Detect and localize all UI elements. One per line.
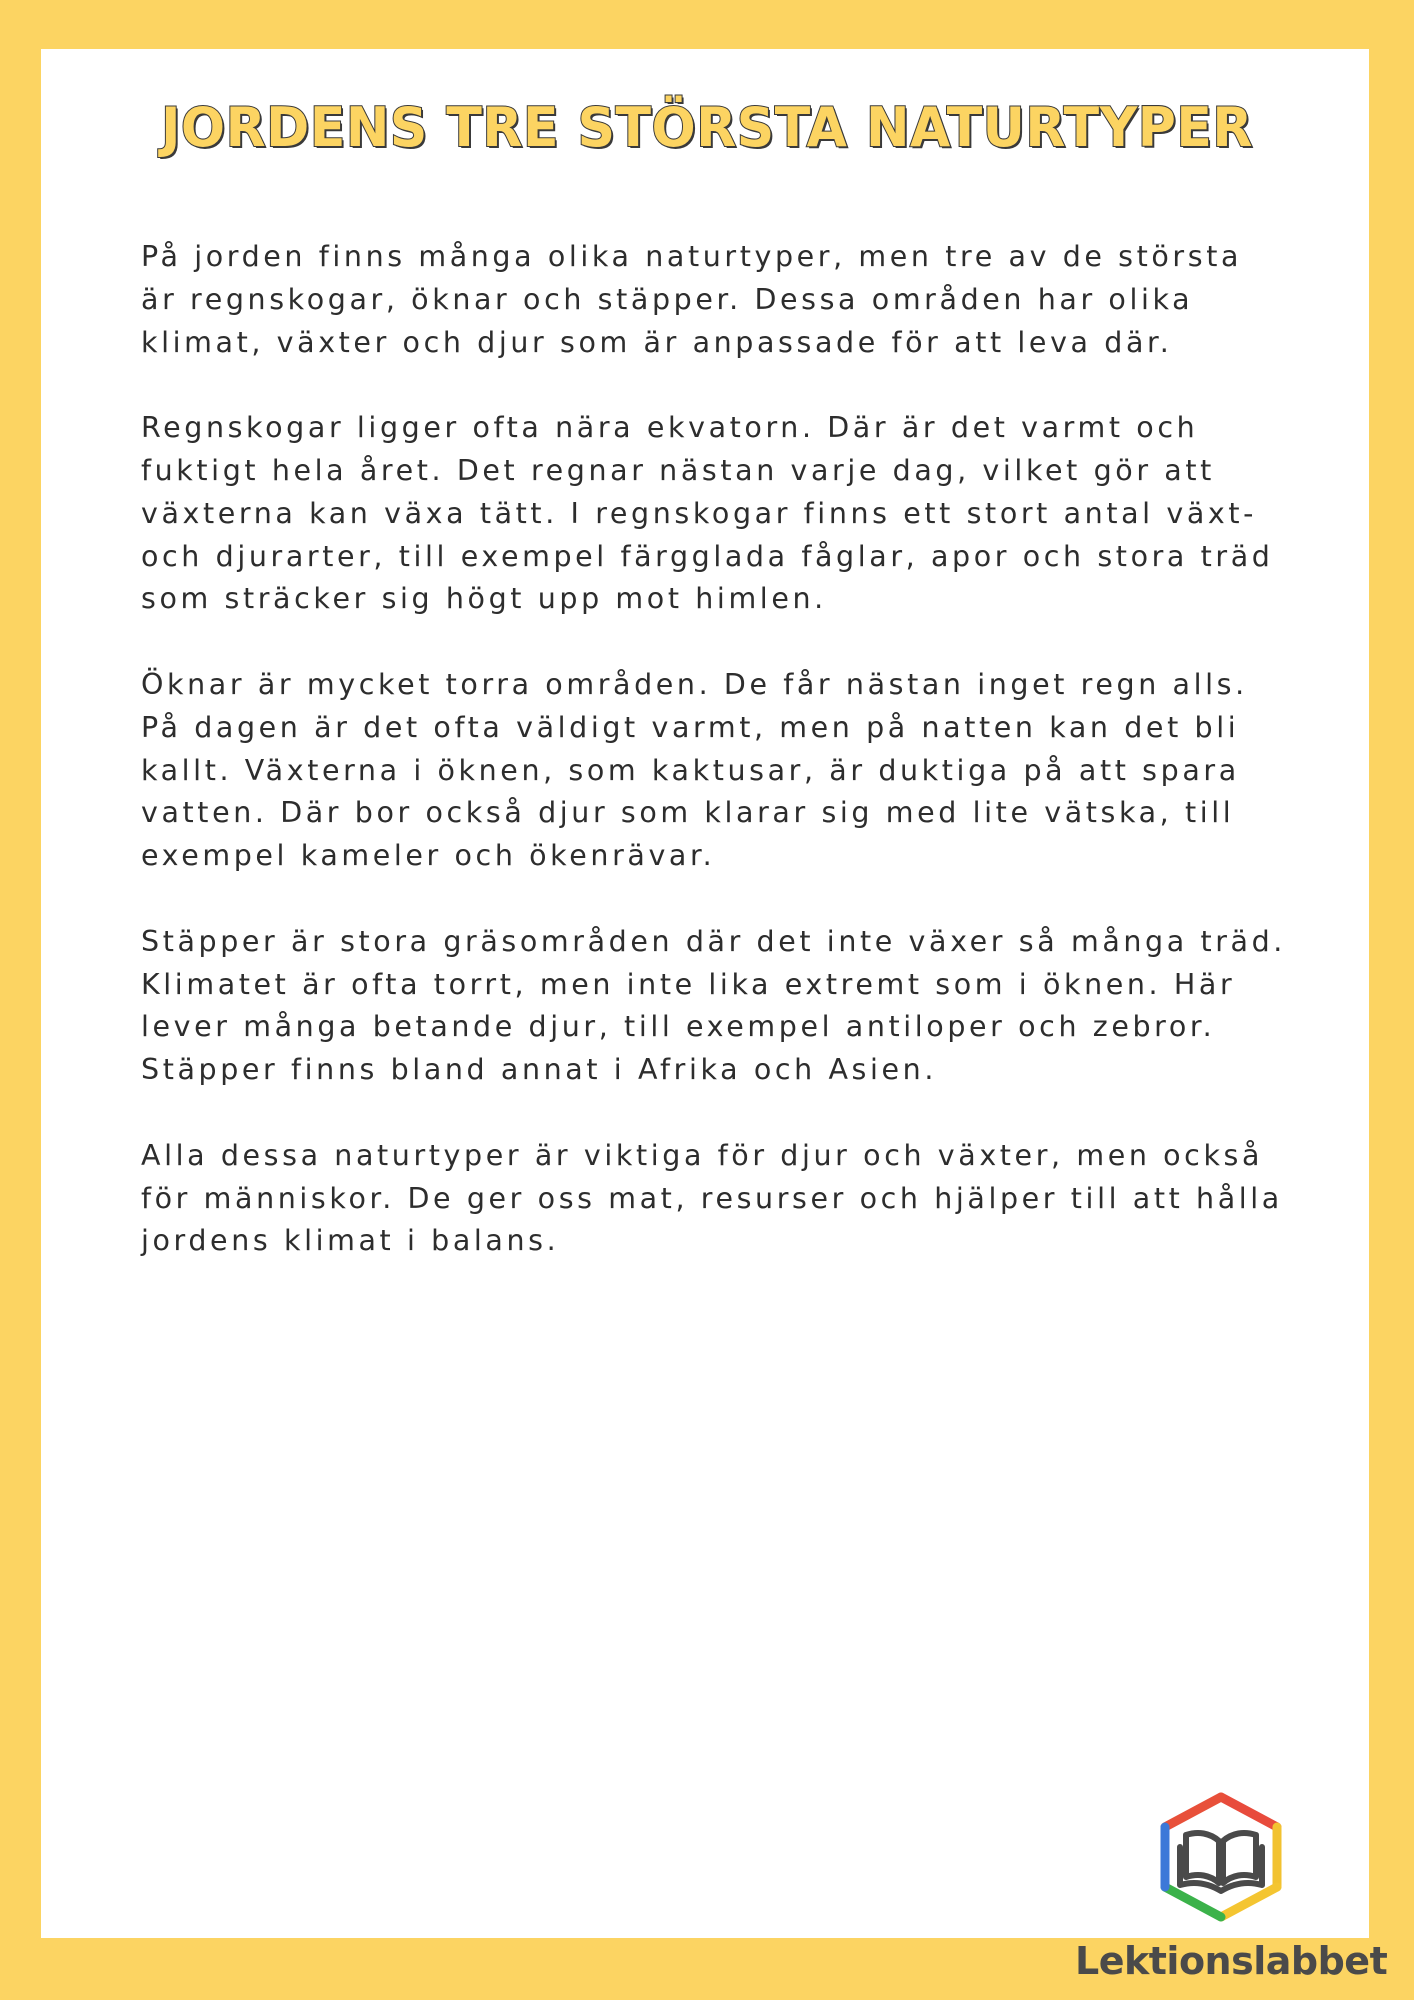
brand-name: Lektionslabbet [1075,1939,1388,1983]
paragraph-conclusion: Alla dessa naturtyper är viktiga för djur och växter, men också för människor. De ger oss mat, resurser och hjälper till att hålla jordens klimat i balans. [141,1138,1283,1258]
article-body [141,236,1291,1306]
paragraph-intro: På jorden finns många olika naturtyper, men tre av de största är regnskogar, öknar och stäpper. Dessa områden har olika klimat, växter och djur som är anpassade för att leva där. [141,240,1243,359]
paragraph-rainforest: Regnskogar ligger ofta nära ekvatorn. Där är det varmt och fuktigt hela året. Det regnar nästan varje dag, vilket gör att växterna kan växa tätt. I regnskogar finns ett stort antal växt- och djurarter, till exempel färgglada fåglar, apor och stora träd som sträcker sig högt upp mot himlen. [141,411,1274,616]
paragraph-steppe: Stäpper är stora gräsområden där det inte växer så många träd. Klimatet är ofta torrt, men inte lika extremt som i öknen. Här lever många betande djur, till exempel antiloper och zebror. Stäpper finns bland annat i Afrika och Asien. [141,924,1286,1087]
open-book-hexagon-icon [1158,1791,1284,1923]
page-title: JORDENS TRE STÖRSTA NATURTYPER [161,96,1253,160]
paragraph-desert: Öknar är mycket torra områden. De får nästan inget regn alls. På dagen är det ofta väldigt varmt, men på natten kan det bli kallt. Växterna i öknen, som kaktusar, är duktiga på att spara vatten. Där bor också djur som klarar sig med lite vätska, till exempel kameler och ökenrävar. [141,667,1248,873]
